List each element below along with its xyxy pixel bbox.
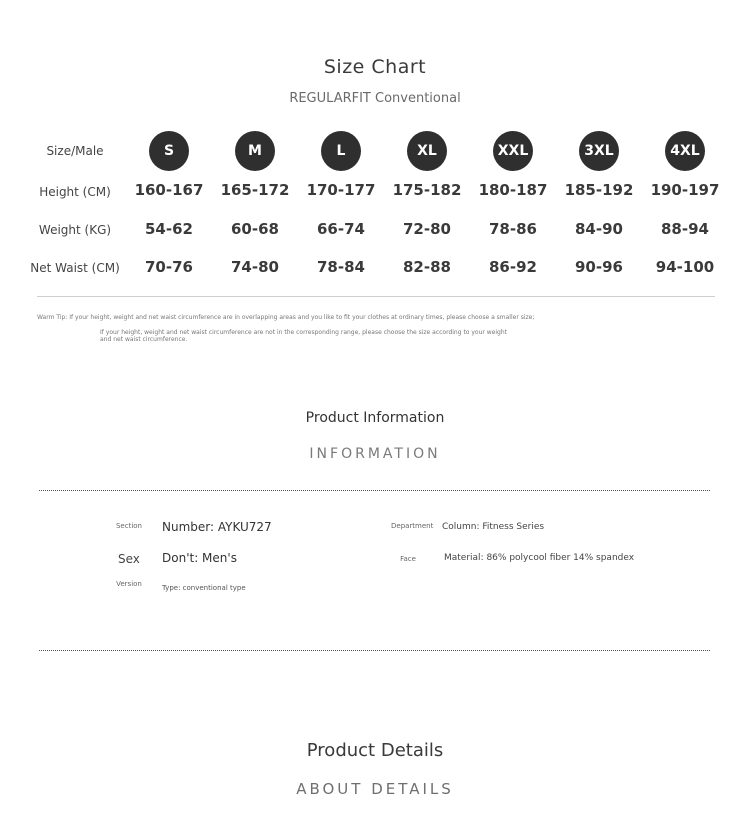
size-badge-m: M — [235, 131, 275, 171]
size-badge-s: S — [149, 131, 189, 171]
warm-tip: Warm Tip: If your height, weight and net waist circumference are in overlapping areas and you like to fit your clothes at ordinary times, please choose a smaller size; — [37, 314, 535, 321]
table-cell: 60-68 — [231, 220, 279, 238]
table-cell: 86-92 — [489, 258, 537, 276]
table-cell: 90-96 — [575, 258, 623, 276]
material-value: Material: 86% polycool fiber 14% spandex — [444, 553, 635, 563]
sex-label: Sex — [118, 552, 140, 566]
table-cell: 190-197 — [650, 181, 720, 199]
dotted-divider — [39, 650, 710, 651]
table-cell: 82-88 — [403, 258, 451, 276]
table-cell: 88-94 — [661, 220, 709, 238]
table-cell: 180-187 — [478, 181, 548, 199]
column-value: Column: Fitness Series — [442, 522, 545, 532]
divider — [37, 296, 715, 297]
table-cell: 74-80 — [231, 258, 279, 276]
warm-tip-note: If your height, weight and net waist circumference are not in the corresponding range, please choose the size according to your weight and net waist circumference. — [100, 329, 508, 343]
section-label: Section — [115, 522, 142, 530]
table-cell: 78-86 — [489, 220, 537, 238]
type-value: Type: conventional type — [162, 584, 246, 592]
number-value: Number: AYKU727 — [162, 520, 272, 534]
version-label: Version — [116, 580, 142, 588]
product-details-subtitle: ABOUT DETAILS — [296, 780, 454, 798]
table-cell: 170-177 — [306, 181, 376, 199]
size-badge-4xl: 4XL — [665, 131, 705, 171]
table-cell: 160-167 — [134, 181, 204, 199]
dotted-divider — [39, 490, 710, 491]
table-cell: 70-76 — [145, 258, 193, 276]
table-cell: 72-80 — [403, 220, 451, 238]
size-badge-xxl: XXL — [493, 131, 533, 171]
table-cell: 165-172 — [220, 181, 290, 199]
dont-value: Don't: Men's — [162, 551, 237, 565]
size-chart-title: Size Chart — [323, 56, 427, 78]
table-cell: 78-84 — [317, 258, 365, 276]
product-info-title: Product Information — [305, 410, 445, 426]
table-cell: 54-62 — [145, 220, 193, 238]
table-cell: 185-192 — [564, 181, 634, 199]
size-badge-l: L — [321, 131, 361, 171]
size-badge-xl: XL — [407, 131, 447, 171]
face-label: Face — [400, 555, 416, 563]
table-cell: 66-74 — [317, 220, 365, 238]
table-cell: 84-90 — [575, 220, 623, 238]
product-info-subtitle: INFORMATION — [309, 446, 441, 462]
height-row-label: Height (CM) — [39, 185, 111, 199]
size-chart-subtitle: REGULARFIT Conventional — [289, 91, 461, 106]
department-label: Department — [391, 522, 434, 530]
table-cell: 175-182 — [392, 181, 462, 199]
weight-row-label: Weight (KG) — [38, 223, 112, 237]
waist-row-label: Net Waist (CM) — [30, 261, 120, 275]
size-badge-3xl: 3XL — [579, 131, 619, 171]
size-header-label: Size/Male — [46, 144, 104, 158]
product-details-title: Product Details — [306, 740, 444, 761]
table-cell: 94-100 — [655, 258, 715, 276]
